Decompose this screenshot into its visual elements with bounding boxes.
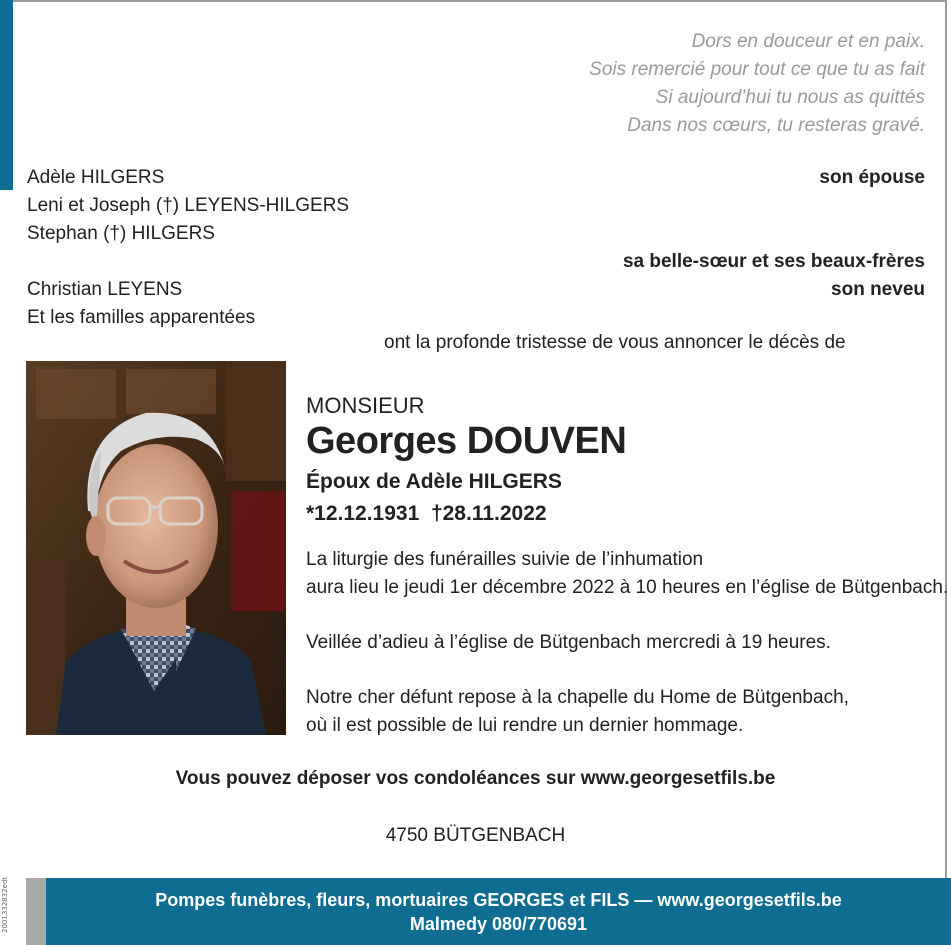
portrait-photo [26, 361, 286, 735]
rest-line: Notre cher défunt repose à la chapelle du Home de Bütgenbach, [306, 687, 849, 708]
funeral-line: La liturgie des funérailles suivie de l’inhumation [306, 549, 704, 570]
family-names [27, 164, 349, 332]
family-name: Et les familles apparentées [27, 307, 256, 328]
family-relation [623, 192, 925, 220]
side-code: 2001332832edt [1, 876, 9, 934]
family-relation [623, 220, 925, 248]
family-name: Leni et Joseph (†) LEYENS-HILGERS [27, 195, 350, 216]
family-relations [623, 164, 925, 304]
vigil-line: Veillée d’adieu à l’église de Bütgenbach mercredi à 19 heures. [306, 632, 831, 653]
family-name: Adèle HILGERS [27, 167, 165, 188]
spouse-line: Époux de Adèle HILGERS [306, 470, 562, 493]
footer-grey-block [26, 878, 46, 945]
poem-line: Sois remercié pour tout ce que tu as fait [589, 59, 925, 80]
announcement: ont la profonde tristesse de vous annoncer le décès de [384, 332, 846, 353]
deceased-block [306, 392, 626, 530]
family-relation: son neveu [831, 279, 925, 300]
family-name: Stephan (†) HILGERS [27, 223, 215, 244]
family-name [27, 248, 349, 276]
honorific: MONSIEUR [306, 393, 425, 418]
family-relation: sa belle-sœur et ses beaux-frères [622, 251, 925, 272]
deceased-name: Georges DOUVEN [306, 420, 627, 462]
poem-line: Dors en douceur et en paix. [691, 31, 925, 52]
family-name: Christian LEYENS [27, 279, 183, 300]
footer-banner [46, 878, 951, 945]
footer-line: Malmedy 080/770691 [409, 914, 588, 934]
life-dates: *12.12.1931 †28.11.2022 [306, 502, 547, 525]
poem-line: Dans nos cœurs, tu resteras gravé. [627, 115, 925, 136]
footer-line: Pompes funèbres, fleurs, mortuaires GEORGES et FILS — www.georgesetfils.be [155, 890, 842, 910]
ceremony-info [306, 546, 948, 767]
funeral-line: aura lieu le jeudi 1er décembre 2022 à 10 heures en l’église de Bütgenbach. [306, 577, 949, 598]
condolences-notice: Vous pouvez déposer vos condoléances sur www.georgesetfils.be [175, 768, 776, 789]
rest-line: où il est possible de lui rendre un dernier hommage. [306, 715, 744, 736]
poem-line: Si aujourd’hui tu nous as quittés [655, 87, 925, 108]
accent-bar [0, 0, 13, 190]
poem [589, 28, 925, 140]
family-relation: son épouse [819, 167, 925, 188]
locality: 4750 BÜTGENBACH [385, 825, 566, 846]
